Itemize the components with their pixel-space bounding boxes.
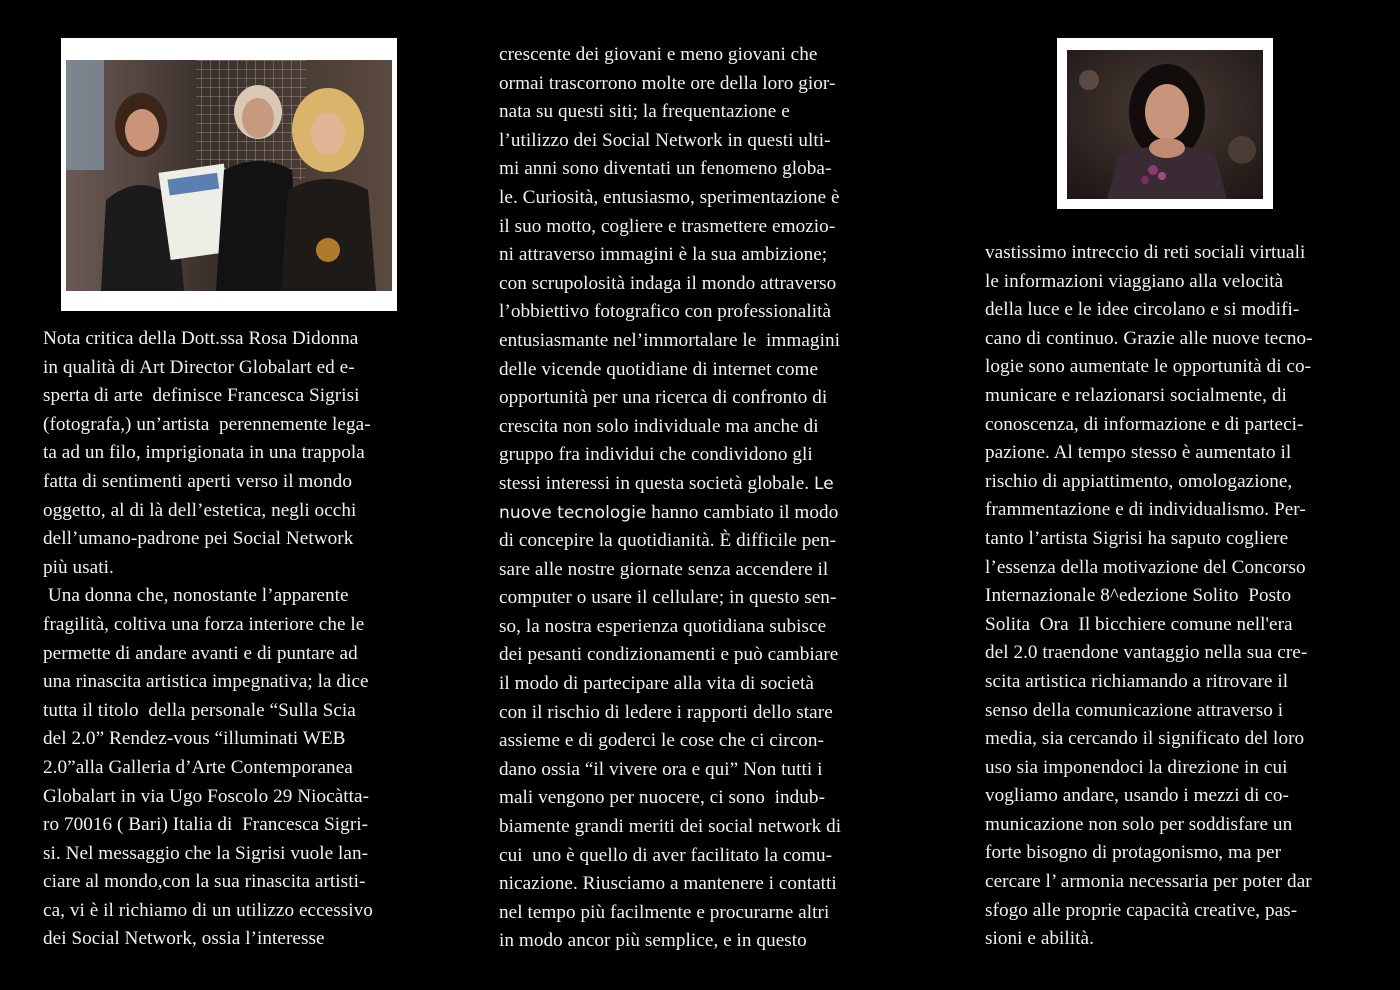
text-line: di concepire la quotidianità. È difficile pen- xyxy=(499,530,837,552)
text-line: della luce e le idee circolano e si modifi- xyxy=(985,299,1300,321)
text-line: sperta di arte definisce Francesca Sigrisi xyxy=(43,385,360,407)
text-line: computer o usare il cellulare; in questo sen- xyxy=(499,587,837,609)
text-line: pazione. Al tempo stesso è aumentato il xyxy=(985,442,1292,464)
text-line: sioni e abilità. xyxy=(985,928,1094,950)
text-line: Nota critica della Dott.ssa Rosa Didonna xyxy=(43,328,359,349)
text-segment-sans: Le xyxy=(814,473,834,494)
text-line: l’utilizzo dei Social Network in questi ulti- xyxy=(499,129,831,151)
text-line: opportunità per una ricerca di confronto di xyxy=(499,387,828,409)
text-line: con il rischio di ledere i rapporti dello stare xyxy=(499,701,833,723)
text-line: municare e relazionarsi socialmente, di xyxy=(985,384,1287,406)
text-line: il suo motto, cogliere e trasmettere emozio- xyxy=(499,215,836,237)
text-line: logie sono aumentate le opportunità di co- xyxy=(985,356,1312,378)
text-line: permette di andare avanti e di puntare ad xyxy=(43,642,358,664)
text-line: del 2.0 traendone vantaggio nella sua cre- xyxy=(985,642,1308,664)
text-line: fragilità, coltiva una forza interiore che le xyxy=(43,613,365,635)
award-ceremony-image xyxy=(66,60,392,291)
text-line: il modo di partecipare alla vita di società xyxy=(499,673,814,695)
portrait-image xyxy=(1067,50,1263,199)
text-line: l’obbiettivo fotografico con professionalità xyxy=(499,301,832,323)
text-line: gruppo fra individui che condividono gli xyxy=(499,444,813,466)
text-line: si. Nel messaggio che la Sigrisi vuole lan- xyxy=(43,842,369,864)
text-line-mixed xyxy=(499,499,899,528)
text-line: delle vicende quotidiane di internet come xyxy=(499,358,819,380)
text-line: nata su questi siti; la frequentazione e xyxy=(499,101,790,123)
text-line: le. Curiosità, entusiasmo, sperimentazione è xyxy=(499,186,840,208)
text-line: conoscenza, di informazione e di parteci- xyxy=(985,413,1304,435)
right-column-text xyxy=(985,239,1365,954)
text-line: ni attraverso immagini è la sua ambizione; xyxy=(499,244,828,266)
text-line: ta ad un filo, imprigionata in una trappola xyxy=(43,442,365,464)
text-line: tutta il titolo della personale “Sulla Scia xyxy=(43,699,356,721)
text-line: cui uno è quello di aver facilitato la comu- xyxy=(499,844,833,866)
text-line: crescente dei giovani e meno giovani che xyxy=(499,44,818,65)
award-ceremony-photo xyxy=(61,38,397,311)
text-line: Solita Ora Il bicchiere comune nell'era xyxy=(985,613,1293,635)
text-line: crescita non solo individuale ma anche di xyxy=(499,415,819,437)
text-line: vogliamo andare, usando i mezzi di co- xyxy=(985,785,1289,807)
text-line: municazione non solo per soddisfare un xyxy=(985,813,1293,835)
text-line: ro 70016 ( Bari) Italia di Francesca Sigri- xyxy=(43,814,369,836)
text-line: le informazioni viaggiano alla velocità xyxy=(985,270,1284,292)
text-line: uso sia imponendoci la direzione in cui xyxy=(985,756,1288,778)
text-line: scita artistica richiamando a ritrovare il xyxy=(985,670,1289,692)
text-line: media, sia cercando il significato del loro xyxy=(985,728,1305,750)
text-line: con scrupolosità indaga il mondo attraverso xyxy=(499,272,837,294)
text-line: ormai trascorrono molte ore della loro gior- xyxy=(499,72,836,94)
text-line: più usati. xyxy=(43,556,114,578)
text-line: del 2.0” Rendez-vous “illuminati WEB xyxy=(43,728,346,750)
text-line: dei Social Network, ossia l’interesse xyxy=(43,928,325,950)
text-line: frammentazione e di individualismo. Per- xyxy=(985,499,1306,521)
text-line: vastissimo intreccio di reti sociali virtuali xyxy=(985,242,1306,263)
text-line: forte bisogno di protagonismo, ma per xyxy=(985,842,1282,864)
text-line: rischio di appiattimento, omologazione, xyxy=(985,470,1293,492)
text-line: biamente grandi meriti dei social network di xyxy=(499,816,842,838)
text-line: cercare l’ armonia necessaria per poter dar xyxy=(985,871,1312,893)
text-segment: stessi interessi in questa società globale. xyxy=(499,472,814,494)
text-line: l’essenza della motivazione del Concorso xyxy=(985,556,1306,578)
text-line: dell’umano-padrone pei Social Network xyxy=(43,528,354,550)
text-line: mali vengono per nuocere, ci sono indub- xyxy=(499,787,826,809)
text-line: fatta di sentimenti aperti verso il mondo xyxy=(43,470,352,492)
text-line: una rinascita artistica impegnativa; la dice xyxy=(43,671,369,693)
text-line: sare alle nostre giornate senza accendere il xyxy=(499,558,829,580)
text-line: in modo ancor più semplice, e in questo xyxy=(499,930,807,952)
text-line: Globalart in via Ugo Foscolo 29 Niocàtta- xyxy=(43,785,370,807)
text-segment: hanno cambiato il modo xyxy=(646,501,839,523)
text-line: nicazione. Riusciamo a mantenere i contatti xyxy=(499,873,837,895)
portrait-photo xyxy=(1057,38,1273,209)
text-line: nel tempo più facilmente e procurarne altri xyxy=(499,901,830,923)
text-segment-sans: nuove tecnologie xyxy=(499,502,647,523)
text-line: in qualità di Art Director Globalart ed e- xyxy=(43,356,355,378)
text-line: ciare al mondo,con la sua rinascita artisti- xyxy=(43,871,366,893)
text-line: dei pesanti condizionamenti e può cambiare xyxy=(499,644,839,666)
text-line: oggetto, al di là dell’estetica, negli occhi xyxy=(43,499,357,521)
text-line: entusiasmante nel’immortalare le immagini xyxy=(499,329,840,351)
text-line-mixed xyxy=(499,470,899,499)
middle-column-text xyxy=(499,41,899,956)
text-line: Una donna che, nonostante l’apparente xyxy=(43,585,349,607)
text-line: sfogo alle proprie capacità creative, pas- xyxy=(985,899,1298,921)
text-line: Internazionale 8^edezione Solito Posto xyxy=(985,585,1292,607)
text-line: so, la nostra esperienza quotidiana subisce xyxy=(499,615,827,637)
text-line: (fotografa,) un’artista perennemente lega- xyxy=(43,413,371,435)
text-line: cano di continuo. Grazie alle nuove tecno- xyxy=(985,327,1313,349)
text-line: assieme e di goderci le cose che ci circon- xyxy=(499,730,824,752)
text-line: 2.0”alla Galleria d’Arte Contemporanea xyxy=(43,756,353,778)
text-line: senso della comunicazione attraverso i xyxy=(985,699,1284,721)
text-line: tanto l’artista Sigrisi ha saputo cogliere xyxy=(985,527,1289,549)
text-line: ca, vi è il richiamo di un utilizzo eccessivo xyxy=(43,899,373,921)
text-line: mi anni sono diventati un fenomeno globa- xyxy=(499,158,832,180)
text-line: dano ossia “il vivere ora e qui” Non tutti i xyxy=(499,758,823,780)
left-column-text xyxy=(43,325,423,954)
